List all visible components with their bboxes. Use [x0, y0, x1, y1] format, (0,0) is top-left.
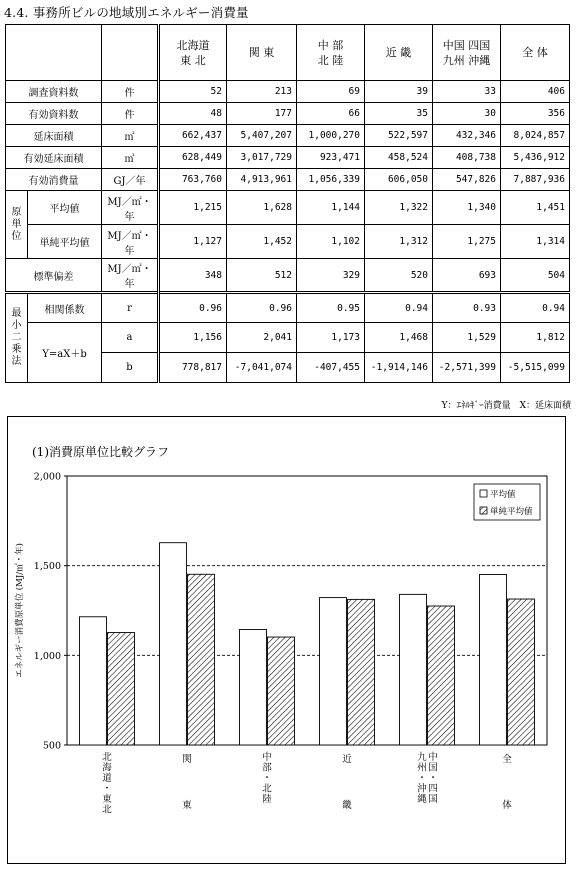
x-tick-label: 北 [262, 783, 272, 795]
group-label-lsq: 最 小 二 乗 法 [6, 293, 28, 383]
value-cell: 4,913,961 [227, 169, 297, 191]
bar-avg [480, 574, 507, 745]
bar-avg [80, 617, 107, 745]
x-tick-label: 国 [428, 762, 438, 774]
region-header: 全 体 [501, 25, 570, 81]
value-cell: 0.93 [433, 293, 501, 323]
x-tick-label: 北 [102, 804, 112, 816]
region-header: 近 畿 [365, 25, 433, 81]
x-tick-label: ・ [417, 773, 427, 784]
value-cell: 458,524 [365, 147, 433, 169]
value-cell: 1,322 [365, 191, 433, 225]
value-cell: 5,436,912 [501, 147, 570, 169]
x-tick-label: 北 [102, 752, 112, 763]
x-tick-label: 東 [182, 800, 192, 811]
value-cell: 52 [159, 81, 227, 103]
value-cell: -2,571,399 [433, 353, 501, 383]
row-unit: MJ／㎡・年 [102, 225, 159, 259]
row-label: 平均値 [28, 191, 102, 225]
value-cell: 69 [297, 81, 365, 103]
y-tick-label: 500 [42, 740, 61, 752]
region-header: 中 部 北 陸 [297, 25, 365, 81]
value-cell: 1,628 [227, 191, 297, 225]
legend-swatch [480, 490, 487, 497]
bar-simple-avg [188, 574, 215, 745]
row-label: 有効延床面積 [6, 147, 102, 169]
value-cell: 2,041 [227, 323, 297, 353]
value-cell: 1,529 [433, 323, 501, 353]
value-cell: 1,812 [501, 323, 570, 353]
x-tick-label: 中 [262, 752, 272, 763]
value-cell: 1,468 [365, 323, 433, 353]
value-cell: 1,173 [297, 323, 365, 353]
value-cell: 923,471 [297, 147, 365, 169]
chart-title: (1)消費原単位比較グラフ [32, 445, 169, 459]
region-header: 関 東 [227, 25, 297, 81]
region-header: 中国 四国 九州 沖縄 [433, 25, 501, 81]
x-tick-label: 縄 [417, 794, 427, 805]
value-cell: 35 [365, 103, 433, 125]
value-cell: 1,056,339 [297, 169, 365, 191]
x-tick-label: 道 [102, 773, 112, 784]
value-cell: 408,738 [433, 147, 501, 169]
x-tick-label: ・ [428, 773, 438, 784]
value-cell: 0.95 [297, 293, 365, 323]
row-unit: ㎡ [102, 147, 159, 169]
value-cell: 0.94 [501, 293, 570, 323]
value-cell: 356 [501, 103, 570, 125]
row-label: 有効消費量 [6, 169, 102, 191]
y-tick-label: 1,000 [33, 650, 61, 662]
value-cell: 348 [159, 259, 227, 293]
x-tick-label: 中 [428, 752, 438, 763]
bar-simple-avg [108, 633, 135, 745]
legend-label: 平均値 [490, 490, 516, 500]
x-tick-label: 部 [262, 762, 272, 774]
row-label: 調査資料数 [6, 81, 102, 103]
row-unit: 件 [102, 81, 159, 103]
value-cell: -407,455 [297, 353, 365, 383]
row-unit: 件 [102, 103, 159, 125]
value-cell: -5,515,099 [501, 353, 570, 383]
value-cell: 1,312 [365, 225, 433, 259]
value-cell: 177 [227, 103, 297, 125]
row-unit: b [102, 353, 159, 383]
row-label: Y=aX＋b [28, 323, 102, 383]
bar-simple-avg [508, 599, 535, 745]
value-cell: 547,826 [433, 169, 501, 191]
x-tick-label: 国 [428, 794, 438, 805]
value-cell: 1,102 [297, 225, 365, 259]
group-label-gen: 原 単 位 [6, 191, 28, 259]
value-cell: -1,914,146 [365, 353, 433, 383]
x-tick-label: 東 [102, 794, 112, 805]
value-cell: 1,215 [159, 191, 227, 225]
bar-avg [160, 543, 187, 745]
x-tick-label: 沖 [417, 783, 427, 795]
value-cell: 432,346 [433, 125, 501, 147]
y-axis-label: エネルギー消費原単位 (MJ/㎡・年) [15, 543, 25, 678]
value-cell: 0.96 [227, 293, 297, 323]
value-cell: 763,760 [159, 169, 227, 191]
row-unit: GJ／年 [102, 169, 159, 191]
value-cell: 39 [365, 81, 433, 103]
row-label: 標準偏差 [6, 259, 102, 293]
value-cell: 3,017,729 [227, 147, 297, 169]
row-unit: ㎡ [102, 125, 159, 147]
value-cell: 1,127 [159, 225, 227, 259]
x-tick-label: 畿 [342, 800, 352, 811]
value-cell: 1,156 [159, 323, 227, 353]
bar-simple-avg [348, 599, 375, 745]
x-tick-label: 州 [417, 762, 427, 774]
value-cell: 48 [159, 103, 227, 125]
bar-avg [240, 630, 267, 745]
value-cell: 30 [433, 103, 501, 125]
value-cell: 0.94 [365, 293, 433, 323]
value-cell: 520 [365, 259, 433, 293]
value-cell: 1,144 [297, 191, 365, 225]
value-cell: 504 [501, 259, 570, 293]
bar-avg [320, 598, 347, 745]
y-tick-label: 1,500 [33, 561, 61, 573]
value-cell: 628,449 [159, 147, 227, 169]
x-tick-label: ・ [102, 783, 112, 795]
bar-avg [400, 594, 427, 745]
value-cell: 512 [227, 259, 297, 293]
x-tick-label: 四 [428, 783, 438, 795]
row-unit: MJ／㎡・年 [102, 191, 159, 225]
value-cell: 329 [297, 259, 365, 293]
value-cell: 522,597 [365, 125, 433, 147]
value-cell: 693 [433, 259, 501, 293]
row-label: 延床面積 [6, 125, 102, 147]
row-label: 単純平均値 [28, 225, 102, 259]
value-cell: 66 [297, 103, 365, 125]
region-header: 北海道 東 北 [159, 25, 227, 81]
x-tick-label: 近 [342, 754, 352, 765]
value-cell: 0.96 [159, 293, 227, 323]
x-tick-label: 体 [502, 800, 512, 811]
row-unit: r [102, 293, 159, 323]
legend-label: 単純平均値 [490, 507, 533, 517]
row-label: 有効資料数 [6, 103, 102, 125]
value-cell: 8,024,857 [501, 125, 570, 147]
value-cell: 406 [501, 81, 570, 103]
value-cell: 1,452 [227, 225, 297, 259]
x-tick-label: 関 [182, 754, 192, 765]
value-cell: 1,314 [501, 225, 570, 259]
bar-simple-avg [268, 637, 295, 745]
value-cell: 1,451 [501, 191, 570, 225]
value-cell: -7,041,074 [227, 353, 297, 383]
value-cell: 213 [227, 81, 297, 103]
value-cell: 606,050 [365, 169, 433, 191]
x-tick-label: 全 [502, 754, 512, 765]
row-unit: MJ／㎡・年 [102, 259, 159, 293]
value-cell: 5,407,207 [227, 125, 297, 147]
x-tick-label: 九 [417, 752, 427, 763]
x-tick-label: ・ [262, 773, 272, 784]
y-tick-label: 2,000 [33, 471, 61, 483]
value-cell: 1,340 [433, 191, 501, 225]
row-unit: a [102, 323, 159, 353]
bar-simple-avg [428, 606, 455, 745]
value-cell: 7,887,936 [501, 169, 570, 191]
legend-swatch [480, 507, 487, 514]
x-tick-label: 海 [102, 762, 112, 774]
value-cell: 778,817 [159, 353, 227, 383]
page-title: 4.4. 事務所ビルの地域別エネルギー消費量 [4, 5, 249, 20]
table-note: Y：ｴﾈﾙｷﾞｰ消費量 X：延床面積 [441, 401, 571, 411]
value-cell: 1,000,270 [297, 125, 365, 147]
value-cell: 33 [433, 81, 501, 103]
row-label: 相関係数 [28, 293, 102, 323]
x-tick-label: 陸 [262, 794, 272, 805]
value-cell: 1,275 [433, 225, 501, 259]
value-cell: 662,437 [159, 125, 227, 147]
